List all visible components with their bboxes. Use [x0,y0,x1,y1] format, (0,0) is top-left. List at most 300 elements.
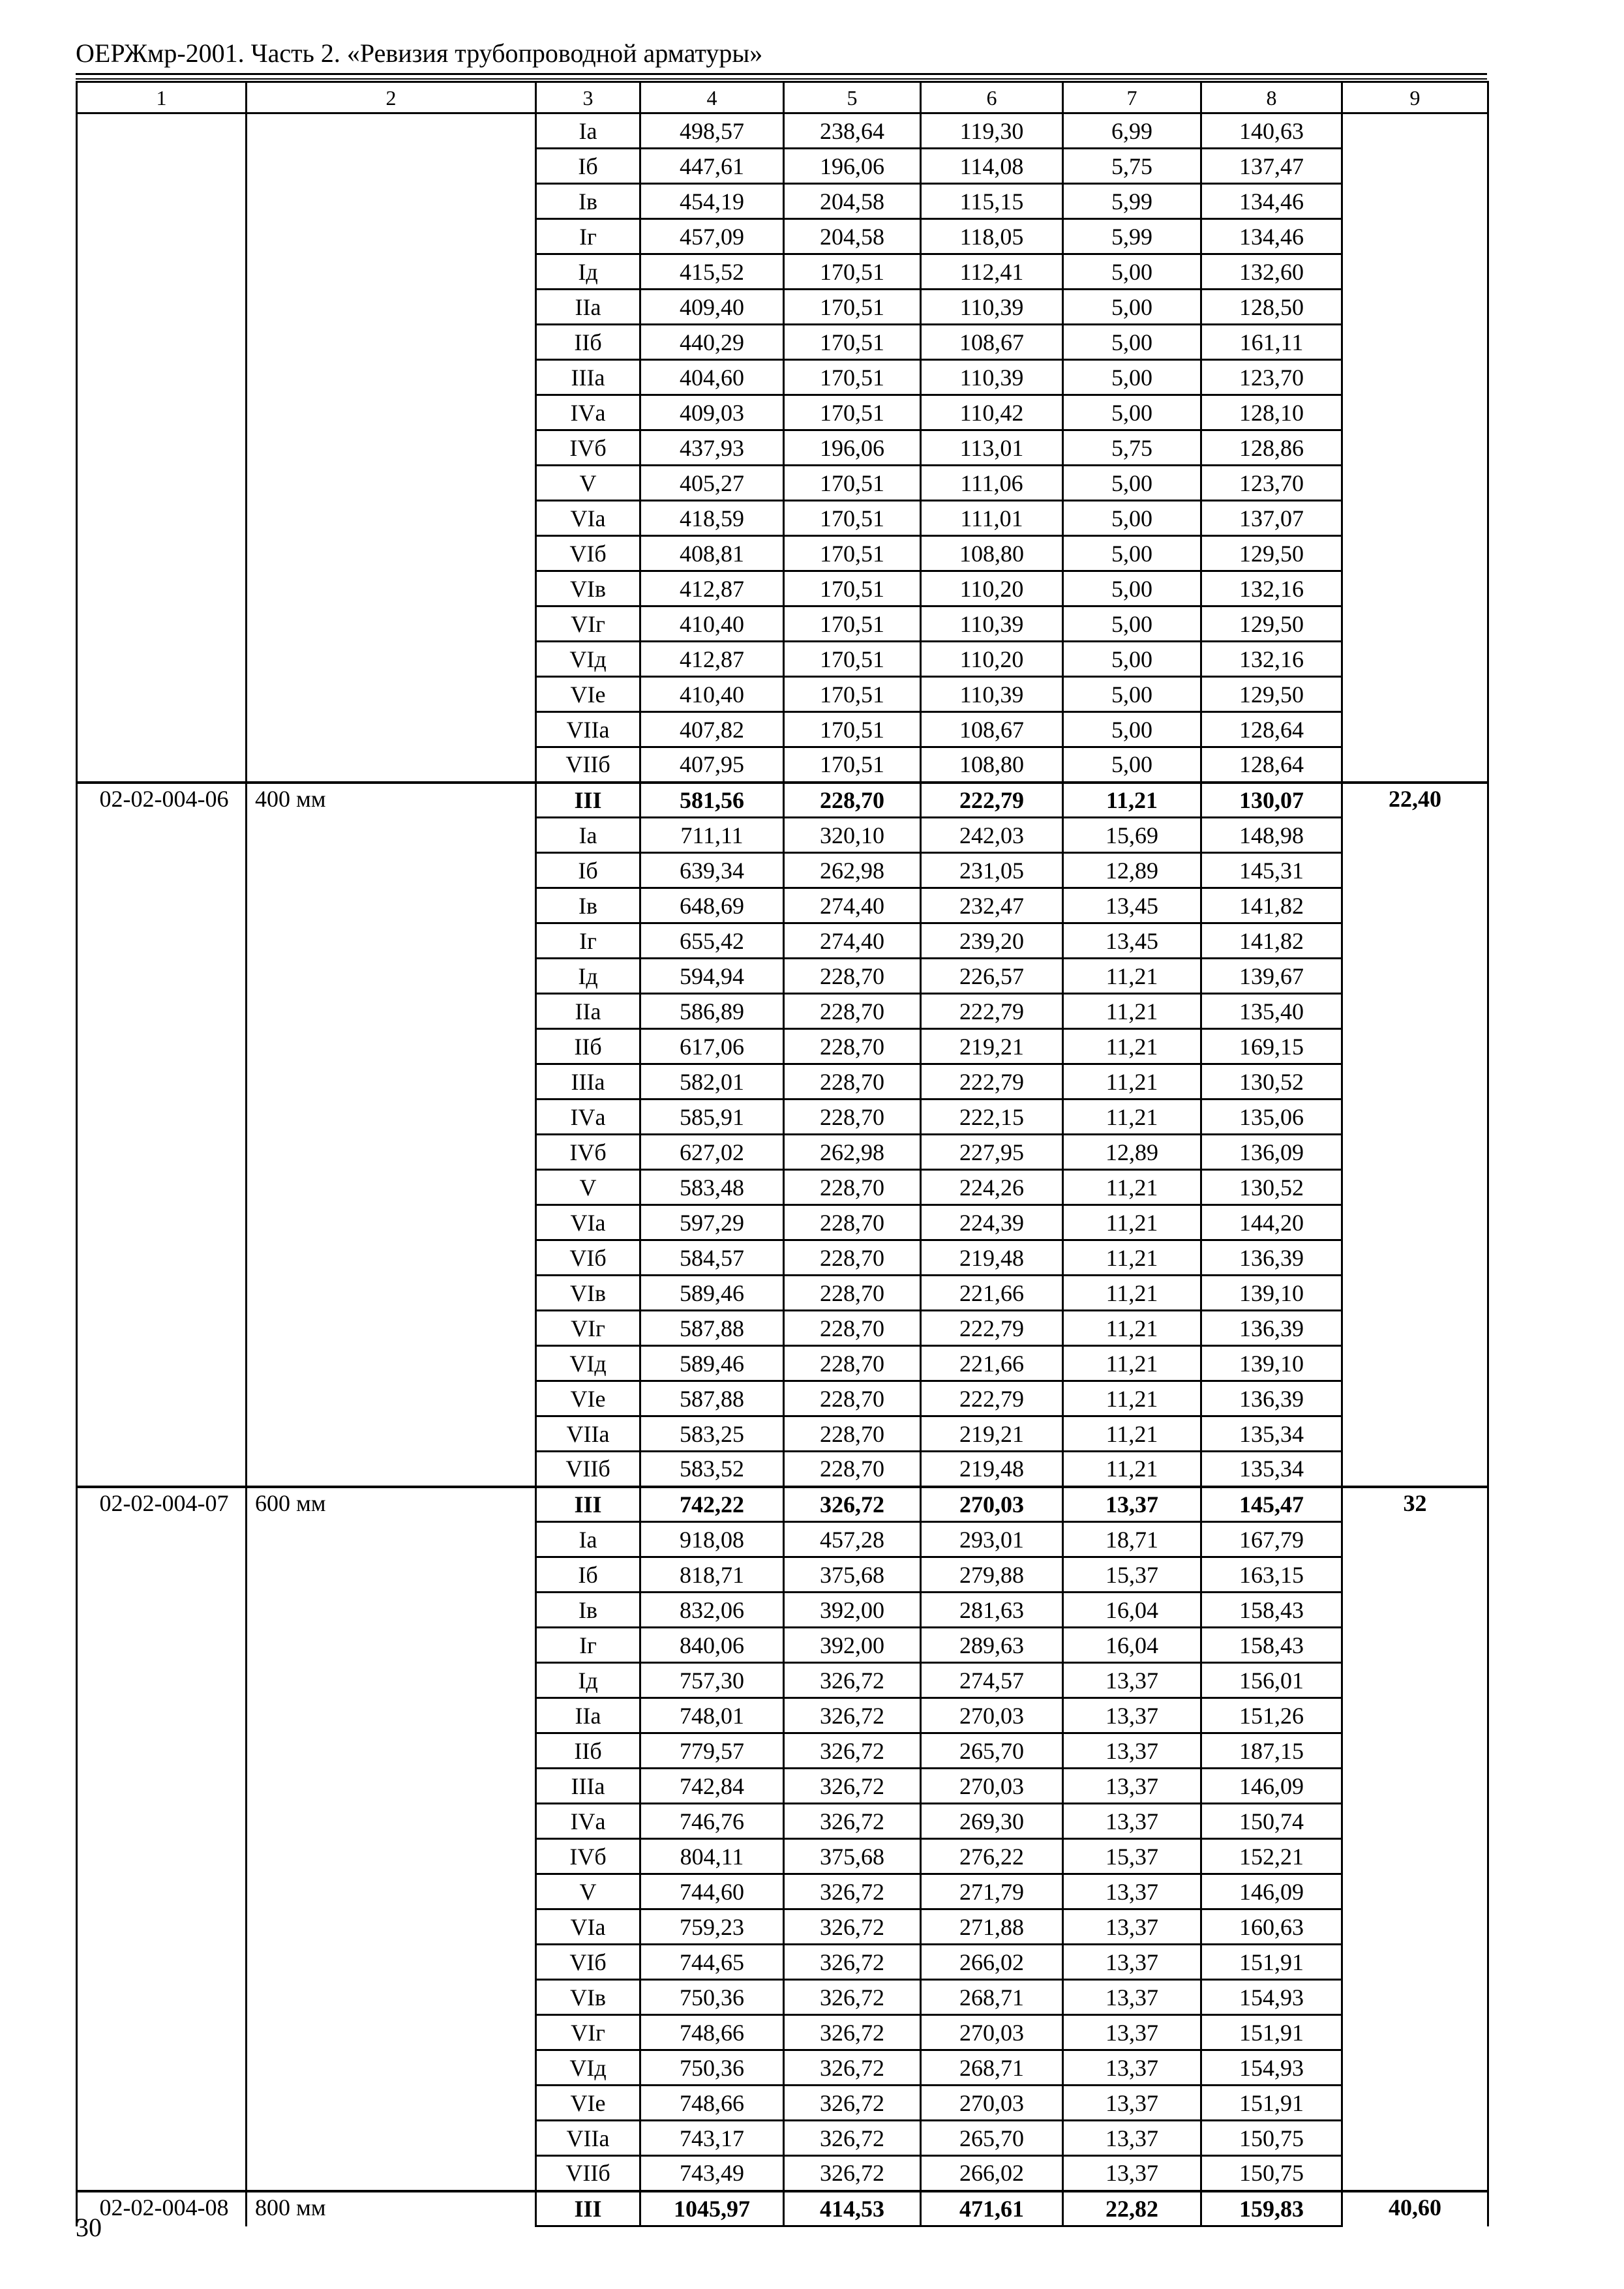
table-cell: 128,64 [1201,712,1342,747]
table-cell: 152,21 [1201,1839,1342,1874]
table-cell: 589,46 [640,1276,784,1311]
table-cell: 742,22 [640,1487,784,1522]
table-cell: 5,00 [1063,712,1201,747]
table-cell: 408,81 [640,536,784,571]
table-cell: 268,71 [921,2050,1063,2086]
table-cell: 187,15 [1201,1733,1342,1769]
labor-value: 32 [1342,1487,1488,2191]
table-cell: 274,40 [784,888,921,923]
table-cell: 132,16 [1201,571,1342,606]
table-cell: 293,01 [921,1522,1063,1557]
table-cell: 139,10 [1201,1346,1342,1381]
table-cell: 918,08 [640,1522,784,1557]
table-cell: 11,21 [1063,1205,1201,1240]
table-cell: 392,00 [784,1628,921,1663]
table-cell: 743,49 [640,2156,784,2191]
table-cell: 228,70 [784,959,921,994]
table-cell: 196,06 [784,149,921,184]
table-cell: 222,79 [921,1381,1063,1416]
table-cell: 498,57 [640,113,784,149]
table-cell: 270,03 [921,1698,1063,1733]
table-cell: 134,46 [1201,219,1342,254]
table-cell: 118,05 [921,219,1063,254]
table-cell: V [536,1874,640,1909]
column-number: 7 [1063,82,1201,113]
table-cell: 145,31 [1201,853,1342,888]
table-cell: 170,51 [784,466,921,501]
table-cell: 130,52 [1201,1064,1342,1100]
table-cell: 15,69 [1063,818,1201,853]
table-cell: 5,00 [1063,536,1201,571]
table-cell: 150,75 [1201,2156,1342,2191]
table-cell: 128,50 [1201,290,1342,325]
table-cell: 648,69 [640,888,784,923]
table-cell: 139,10 [1201,1276,1342,1311]
table-cell: 170,51 [784,747,921,783]
column-number: 3 [536,82,640,113]
table-cell: 457,28 [784,1522,921,1557]
table-cell: Iд [536,1663,640,1698]
table-cell: 271,88 [921,1909,1063,1945]
table-cell: 779,57 [640,1733,784,1769]
table-cell: 5,99 [1063,219,1201,254]
table-cell: 146,09 [1201,1874,1342,1909]
table-cell: 108,80 [921,747,1063,783]
table-cell: VIг [536,1311,640,1346]
table-cell: 228,70 [784,1170,921,1205]
table-cell: Ia [536,1522,640,1557]
table-cell: 154,93 [1201,2050,1342,2086]
table-cell: 123,70 [1201,360,1342,395]
table-cell: 587,88 [640,1381,784,1416]
table-cell: 150,75 [1201,2121,1342,2156]
table-cell: 161,11 [1201,325,1342,360]
table-cell: 271,79 [921,1874,1063,1909]
table-cell: 409,40 [640,290,784,325]
table-cell: 5,00 [1063,642,1201,677]
table-cell: 148,98 [1201,818,1342,853]
table-cell: 655,42 [640,923,784,959]
table-cell: 11,21 [1063,1311,1201,1346]
table-cell: 18,71 [1063,1522,1201,1557]
table-cell: 437,93 [640,430,784,466]
table-cell: 228,70 [784,783,921,818]
table-cell: 132,60 [1201,254,1342,290]
table-cell: 266,02 [921,2156,1063,2191]
labor-value [1342,113,1488,783]
table-cell: 711,11 [640,818,784,853]
price-table [76,81,1489,2227]
table-cell: 228,70 [784,1100,921,1135]
table-cell: 276,22 [921,1839,1063,1874]
table-cell: 581,56 [640,783,784,818]
table-cell: 326,72 [784,2121,921,2156]
table-cell: 136,39 [1201,1381,1342,1416]
table-cell: 270,03 [921,1769,1063,1804]
table-row [77,1487,1488,1522]
table-cell: 585,91 [640,1100,784,1135]
table-cell: VIд [536,2050,640,2086]
table-cell: Iд [536,959,640,994]
table-cell: IVа [536,1804,640,1839]
table-cell: 160,63 [1201,1909,1342,1945]
table-cell: 270,03 [921,2015,1063,2050]
table-cell: 13,37 [1063,1663,1201,1698]
table-cell: 326,72 [784,1733,921,1769]
table-cell: 228,70 [784,1311,921,1346]
table-cell: 457,09 [640,219,784,254]
table-cell: 11,21 [1063,783,1201,818]
table-cell: 15,37 [1063,1839,1201,1874]
table-cell: 5,00 [1063,606,1201,642]
table-cell: 108,67 [921,325,1063,360]
table-cell: 170,51 [784,360,921,395]
table-cell: 471,61 [921,2191,1063,2226]
table-cell: 158,43 [1201,1593,1342,1628]
table-cell: VIIа [536,1416,640,1452]
table-cell: 5,00 [1063,395,1201,430]
table-cell: 11,21 [1063,1416,1201,1452]
table-cell: 154,93 [1201,1980,1342,2015]
table-cell: 129,50 [1201,677,1342,712]
table-cell: 228,70 [784,1381,921,1416]
table-cell: 110,20 [921,571,1063,606]
table-cell: 326,72 [784,1909,921,1945]
rate-code: 02-02-004-07 [77,1487,247,2191]
table-cell: 129,50 [1201,606,1342,642]
table-cell: 159,83 [1201,2191,1342,2226]
table-cell: 748,01 [640,1698,784,1733]
table-cell: 110,39 [921,360,1063,395]
table-cell: 242,03 [921,818,1063,853]
table-cell: 219,21 [921,1416,1063,1452]
table-cell: 151,91 [1201,2086,1342,2121]
table-cell: 454,19 [640,184,784,219]
table-cell: 128,10 [1201,395,1342,430]
table-cell: 135,34 [1201,1452,1342,1487]
table-cell: 13,37 [1063,1487,1201,1522]
table-cell: Ia [536,818,640,853]
table-cell: 265,70 [921,1733,1063,1769]
table-cell: 224,26 [921,1170,1063,1205]
table-cell: VIIб [536,2156,640,2191]
table-cell: 170,51 [784,325,921,360]
table-cell: 129,50 [1201,536,1342,571]
table-cell: 139,67 [1201,959,1342,994]
table-cell: 128,64 [1201,747,1342,783]
table-cell: VIг [536,2015,640,2050]
table-cell: 12,89 [1063,853,1201,888]
table-cell: 16,04 [1063,1628,1201,1663]
table-cell: 221,66 [921,1346,1063,1381]
table-cell: 410,40 [640,677,784,712]
rate-size: 600 мм [247,1487,536,2191]
table-cell: 222,79 [921,1064,1063,1100]
table-cell: 136,39 [1201,1240,1342,1276]
table-cell: III [536,2191,640,2226]
rate-size [247,113,536,783]
table-cell: IVа [536,395,640,430]
rate-size: 400 мм [247,783,536,1487]
table-cell: 158,43 [1201,1628,1342,1663]
table-cell: 145,47 [1201,1487,1342,1522]
table-cell: 222,79 [921,783,1063,818]
table-cell: IVб [536,430,640,466]
table-cell: 742,84 [640,1769,784,1804]
table-cell: 594,94 [640,959,784,994]
table-cell: 326,72 [784,1804,921,1839]
rate-code [77,113,247,783]
table-cell: 170,51 [784,290,921,325]
table-cell: 289,63 [921,1628,1063,1663]
table-cell: VIв [536,1276,640,1311]
table-cell: 108,67 [921,712,1063,747]
column-number: 9 [1342,82,1488,113]
table-cell: V [536,466,640,501]
table-cell: IVб [536,1839,640,1874]
table-cell: 128,86 [1201,430,1342,466]
column-number: 1 [77,82,247,113]
table-cell: 141,82 [1201,923,1342,959]
table-cell: 135,34 [1201,1416,1342,1452]
table-cell: 5,00 [1063,501,1201,536]
table-row [77,783,1488,818]
table-cell: IIб [536,1029,640,1064]
table-cell: 13,37 [1063,2121,1201,2156]
table-cell: 262,98 [784,1135,921,1170]
table-cell: 5,00 [1063,747,1201,783]
table-cell: 111,06 [921,466,1063,501]
table-cell: VIIб [536,747,640,783]
table-cell: 219,48 [921,1452,1063,1487]
table-cell: 405,27 [640,466,784,501]
table-cell: 130,52 [1201,1170,1342,1205]
table-cell: Iб [536,853,640,888]
table-cell: 228,70 [784,1064,921,1100]
table-cell: 440,29 [640,325,784,360]
table-cell: 748,66 [640,2015,784,2050]
table-cell: IIIа [536,360,640,395]
table-cell: 5,99 [1063,184,1201,219]
table-cell: 170,51 [784,712,921,747]
table-cell: 22,82 [1063,2191,1201,2226]
table-cell: Iв [536,888,640,923]
table-cell: 123,70 [1201,466,1342,501]
table-cell: 818,71 [640,1557,784,1593]
column-number: 4 [640,82,784,113]
table-cell: 13,37 [1063,1769,1201,1804]
table-cell: Iд [536,254,640,290]
table-cell: 224,39 [921,1205,1063,1240]
table-cell: Iг [536,219,640,254]
rate-size: 800 мм [247,2191,536,2226]
table-cell: 415,52 [640,254,784,290]
table-cell: 409,03 [640,395,784,430]
column-number: 2 [247,82,536,113]
table-cell: IIIа [536,1064,640,1100]
table-cell: VIIа [536,2121,640,2156]
table-cell: 226,57 [921,959,1063,994]
table-cell: 12,89 [1063,1135,1201,1170]
table-cell: 110,20 [921,642,1063,677]
table-cell: 111,01 [921,501,1063,536]
table-cell: 326,72 [784,1663,921,1698]
table-cell: 583,25 [640,1416,784,1452]
table-cell: 196,06 [784,430,921,466]
table-cell: 326,72 [784,1769,921,1804]
rate-code: 02-02-004-08 [77,2191,247,2226]
table-cell: 5,00 [1063,466,1201,501]
table-cell: 11,21 [1063,1029,1201,1064]
table-cell: VIе [536,1381,640,1416]
table-cell: 137,07 [1201,501,1342,536]
labor-value: 40,60 [1342,2191,1488,2226]
table-cell: 119,30 [921,113,1063,149]
table-cell: 5,00 [1063,254,1201,290]
table-cell: 150,74 [1201,1804,1342,1839]
table-cell: 134,46 [1201,184,1342,219]
table-cell: 222,15 [921,1100,1063,1135]
table-cell: 170,51 [784,606,921,642]
table-cell: IIа [536,994,640,1029]
table-cell: 281,63 [921,1593,1063,1628]
header-rule-thin [76,78,1487,80]
table-cell: 743,17 [640,2121,784,2156]
table-cell: 135,40 [1201,994,1342,1029]
table-cell: 140,63 [1201,113,1342,149]
table-cell: 832,06 [640,1593,784,1628]
table-cell: 11,21 [1063,1276,1201,1311]
table-cell: 744,65 [640,1945,784,1980]
table-cell: 746,76 [640,1804,784,1839]
table-cell: 274,57 [921,1663,1063,1698]
table-cell: 13,37 [1063,1804,1201,1839]
table-cell: 412,87 [640,642,784,677]
table-cell: 13,37 [1063,2156,1201,2191]
table-cell: 326,72 [784,1874,921,1909]
table-cell: Iв [536,1593,640,1628]
table-cell: 5,00 [1063,677,1201,712]
table-cell: 110,39 [921,606,1063,642]
table-cell: 589,46 [640,1346,784,1381]
table-cell: 15,37 [1063,1557,1201,1593]
table-cell: VIа [536,1205,640,1240]
labor-value: 22,40 [1342,783,1488,1487]
table-row [77,2191,1488,2226]
table-cell: 228,70 [784,1276,921,1311]
table-cell: 5,75 [1063,149,1201,184]
table-cell: VIб [536,1945,640,1980]
table-cell: Iб [536,1557,640,1593]
table-cell: 407,95 [640,747,784,783]
column-number-row [77,82,1488,113]
table-cell: VIб [536,536,640,571]
table-cell: 163,15 [1201,1557,1342,1593]
table-cell: 170,51 [784,254,921,290]
table-cell: 112,41 [921,254,1063,290]
table-cell: 582,01 [640,1064,784,1100]
table-cell: 204,58 [784,219,921,254]
table-cell: IIа [536,290,640,325]
table-cell: 13,37 [1063,1980,1201,2015]
table-cell: 144,20 [1201,1205,1342,1240]
table-cell: 584,57 [640,1240,784,1276]
table-row [77,113,1488,149]
table-cell: 269,30 [921,1804,1063,1839]
table-cell: 110,39 [921,677,1063,712]
table-cell: 132,16 [1201,642,1342,677]
table-cell: 840,06 [640,1628,784,1663]
table-cell: 221,66 [921,1276,1063,1311]
table-cell: VIIа [536,712,640,747]
table-cell: 757,30 [640,1663,784,1698]
table-cell: Iг [536,923,640,959]
table-cell: VIв [536,1980,640,2015]
table-cell: 170,51 [784,571,921,606]
table-cell: 5,00 [1063,571,1201,606]
table-cell: 414,53 [784,2191,921,2226]
table-cell: 11,21 [1063,1452,1201,1487]
table-cell: 13,37 [1063,2050,1201,2086]
table-cell: Iв [536,184,640,219]
table-cell: 151,26 [1201,1698,1342,1733]
table-cell: 114,08 [921,149,1063,184]
table-cell: Ia [536,113,640,149]
table-cell: IIа [536,1698,640,1733]
table-cell: 238,64 [784,113,921,149]
table-cell: 447,61 [640,149,784,184]
table-cell: 222,79 [921,994,1063,1029]
table-cell: 274,40 [784,923,921,959]
table-cell: 219,48 [921,1240,1063,1276]
table-cell: 410,40 [640,606,784,642]
table-cell: 262,98 [784,853,921,888]
table-cell: 170,51 [784,395,921,430]
table-cell: 583,48 [640,1170,784,1205]
table-cell: 5,00 [1063,290,1201,325]
table-cell: 326,72 [784,2050,921,2086]
table-cell: VIа [536,501,640,536]
table-cell: 404,60 [640,360,784,395]
table-cell: 136,09 [1201,1135,1342,1170]
column-number: 6 [921,82,1063,113]
table-cell: 204,58 [784,184,921,219]
table-cell: 151,91 [1201,1945,1342,1980]
table-cell: 748,66 [640,2086,784,2121]
table-cell: 11,21 [1063,959,1201,994]
table-cell: 617,06 [640,1029,784,1064]
table-cell: VIв [536,571,640,606]
table-cell: 11,21 [1063,1064,1201,1100]
table-cell: 13,37 [1063,1909,1201,1945]
table-cell: 326,72 [784,1487,921,1522]
table-cell: 13,37 [1063,2086,1201,2121]
table-cell: 228,70 [784,994,921,1029]
table-cell: III [536,1487,640,1522]
table-cell: VIIб [536,1452,640,1487]
table-cell: 326,72 [784,1980,921,2015]
table-cell: IIб [536,1733,640,1769]
table-cell: 11,21 [1063,1100,1201,1135]
table-cell: 167,79 [1201,1522,1342,1557]
table-cell: 5,75 [1063,430,1201,466]
table-cell: 268,71 [921,1980,1063,2015]
table-cell: IVа [536,1100,640,1135]
table-cell: 326,72 [784,1698,921,1733]
table-cell: 11,21 [1063,1381,1201,1416]
table-cell: 1045,97 [640,2191,784,2226]
table-cell: 265,70 [921,2121,1063,2156]
